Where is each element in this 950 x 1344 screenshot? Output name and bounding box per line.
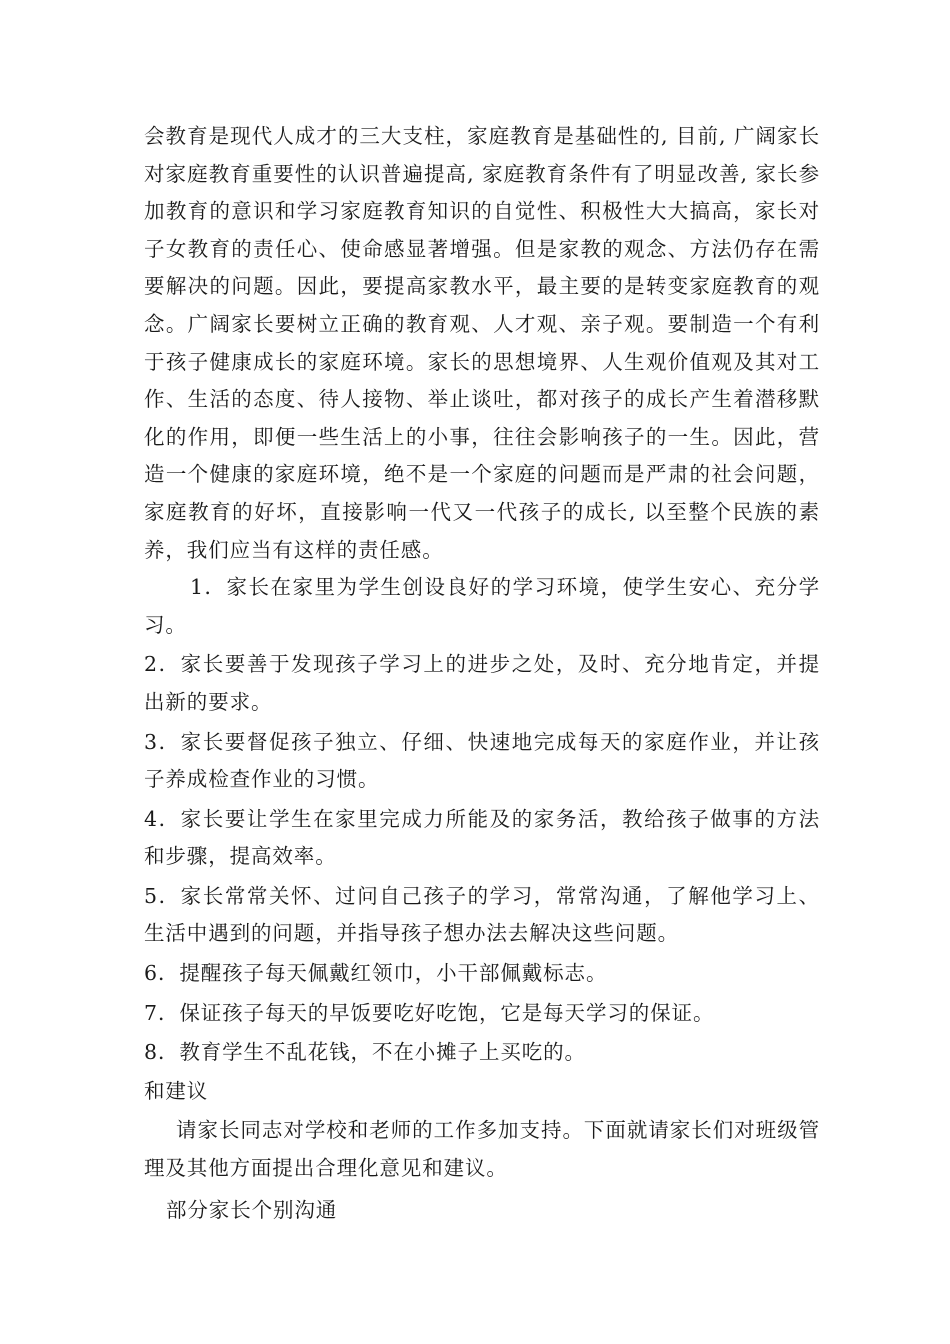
document-page xyxy=(144,118,820,1229)
section-heading: 和建议 xyxy=(144,1078,209,1103)
list-item-7: 7．保证孩子每天的早饭要吃好吃饱，它是每天学习的保证。 xyxy=(144,1000,715,1025)
closing-paragraph: 请家长同志对学校和老师的工作多加支持。下面就请家长们对班级管理及其他方面提出合理化意见和建议。 xyxy=(144,1118,820,1181)
list-item-3: 3．家长要督促孩子独立、仔细、快速地完成每天的家庭作业，并让孩子养成检查作业的习惯。 xyxy=(144,729,820,792)
list-item-6: 6．提醒孩子每天佩戴红领巾，小干部佩戴标志。 xyxy=(144,961,608,986)
last-line: 部分家长个别沟通 xyxy=(166,1197,338,1222)
list-item-5: 5．家长常常关怀、过问自己孩子的学习，常常沟通，了解他学习上、生活中遇到的问题，并指导孩子想办法去解决这些问题。 xyxy=(144,883,820,946)
list-item-4: 4．家长要让学生在家里完成力所能及的家务活，教给孩子做事的方法和步骤，提高效率。 xyxy=(144,806,820,869)
list-item-2: 2．家长要善于发现孩子学习上的进步之处，及时、充分地肯定，并提出新的要求。 xyxy=(144,652,820,714)
list-item-1: 1．家长在家里为学生创设良好的学习环境，使学生安心、充分学习。 xyxy=(144,575,820,637)
intro-paragraph: 会教育是现代人成才的三大支柱，家庭教育是基础性的, 目前, 广阔家长对家庭教育重要性的认识普遍提高, 家庭教育条件有了明显改善, 家长参加教育的意识和学习家庭教育知识的自觉性、积极性大大搞高，家长对子女教育的责任心、使命感显著增强。但是家教的观念、方法仍存在需要解决的问题。因此，要提高家教水平，最主要的是转变家庭教育的观念。广阔家长要树立正确的教育观、人才观、亲子观。要制造一个有利于孩子健康成长的家庭环境。家长的思想境界、人生观价值观及其对工作、生活的态度、待人接物、举止谈吐，都对孩子的成长产生着潜移默化的作用，即便一些生活上的小事，往往会影响孩子的一生。因此，营造一个健康的家庭环境，绝不是一个家庭的问题而是严肃的社会问题，家庭教育的好坏，直接影响一代又一代孩子的成长, 以至整个民族的素养，我们应当有这样的责任感。 xyxy=(144,124,820,562)
list-item-8: 8．教育学生不乱花钱，不在小摊子上买吃的。 xyxy=(144,1040,586,1065)
